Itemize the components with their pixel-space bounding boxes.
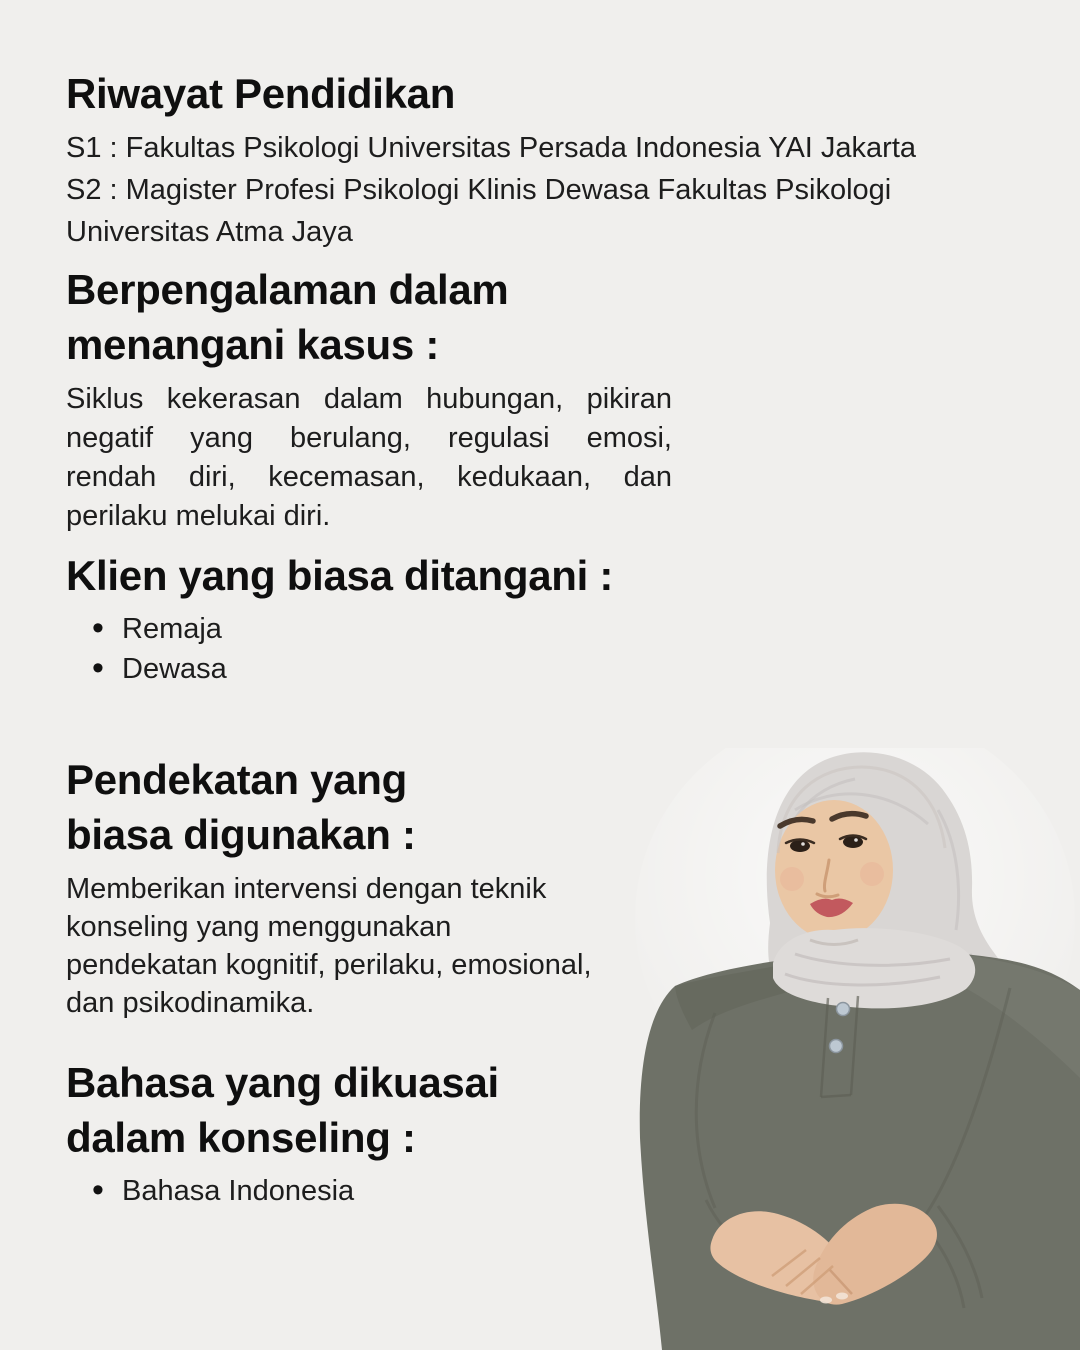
list-item xyxy=(66,649,846,689)
languages-heading: Bahasa yang dikuasai dalam konseling : xyxy=(66,1059,499,1161)
approach-body-line: Memberikan intervensi dengan teknik xyxy=(66,873,547,905)
experience-body xyxy=(66,380,672,536)
client-item-label: Remaja xyxy=(122,613,222,645)
list-item xyxy=(66,1171,846,1211)
bullet-icon xyxy=(92,608,104,650)
bullet-icon xyxy=(92,1170,104,1212)
experience-body-line: perilaku melukai diri. xyxy=(66,500,331,532)
approach-body-line: pendekatan kognitif, perilaku, emosional, xyxy=(66,949,592,981)
bullet-icon xyxy=(92,648,104,690)
section-languages xyxy=(66,1055,846,1211)
section-clients xyxy=(66,548,846,689)
experience-heading: Berpengalaman dalam menangani kasus : xyxy=(66,266,509,368)
experience-body-line: Siklus kekerasan dalam hubungan, pikiran xyxy=(66,383,672,415)
button-icon xyxy=(830,1040,843,1053)
clients-list xyxy=(66,609,846,689)
experience-body-line: rendah diri, kecemasan, kedukaan, dan xyxy=(66,461,672,493)
section-education xyxy=(66,66,1016,253)
approach-body-line: dan psikodinamika. xyxy=(66,987,315,1019)
button-icon xyxy=(837,1003,850,1016)
education-heading: Riwayat Pendidikan xyxy=(66,70,456,117)
approach-heading: Pendekatan yang biasa digunakan : xyxy=(66,756,416,858)
clients-heading: Klien yang biasa ditangani : xyxy=(66,552,614,599)
experience-body-line: negatif yang berulang, regulasi emosi, xyxy=(66,422,672,454)
education-s1: S1 : Fakultas Psikologi Universitas Persada Indonesia YAI Jakarta xyxy=(66,132,917,164)
section-experience xyxy=(66,262,706,536)
client-item-label: Dewasa xyxy=(122,653,227,685)
languages-list xyxy=(66,1171,846,1211)
language-item-label: Bahasa Indonesia xyxy=(122,1175,355,1207)
approach-body-line: konseling yang menggunakan xyxy=(66,911,452,943)
education-s2: S2 : Magister Profesi Psikologi Klinis Dewasa Fakultas Psikologi Universitas Atma Jaya xyxy=(66,174,892,248)
list-item xyxy=(66,609,846,649)
approach-body xyxy=(66,870,726,1022)
section-approach xyxy=(66,752,726,1022)
